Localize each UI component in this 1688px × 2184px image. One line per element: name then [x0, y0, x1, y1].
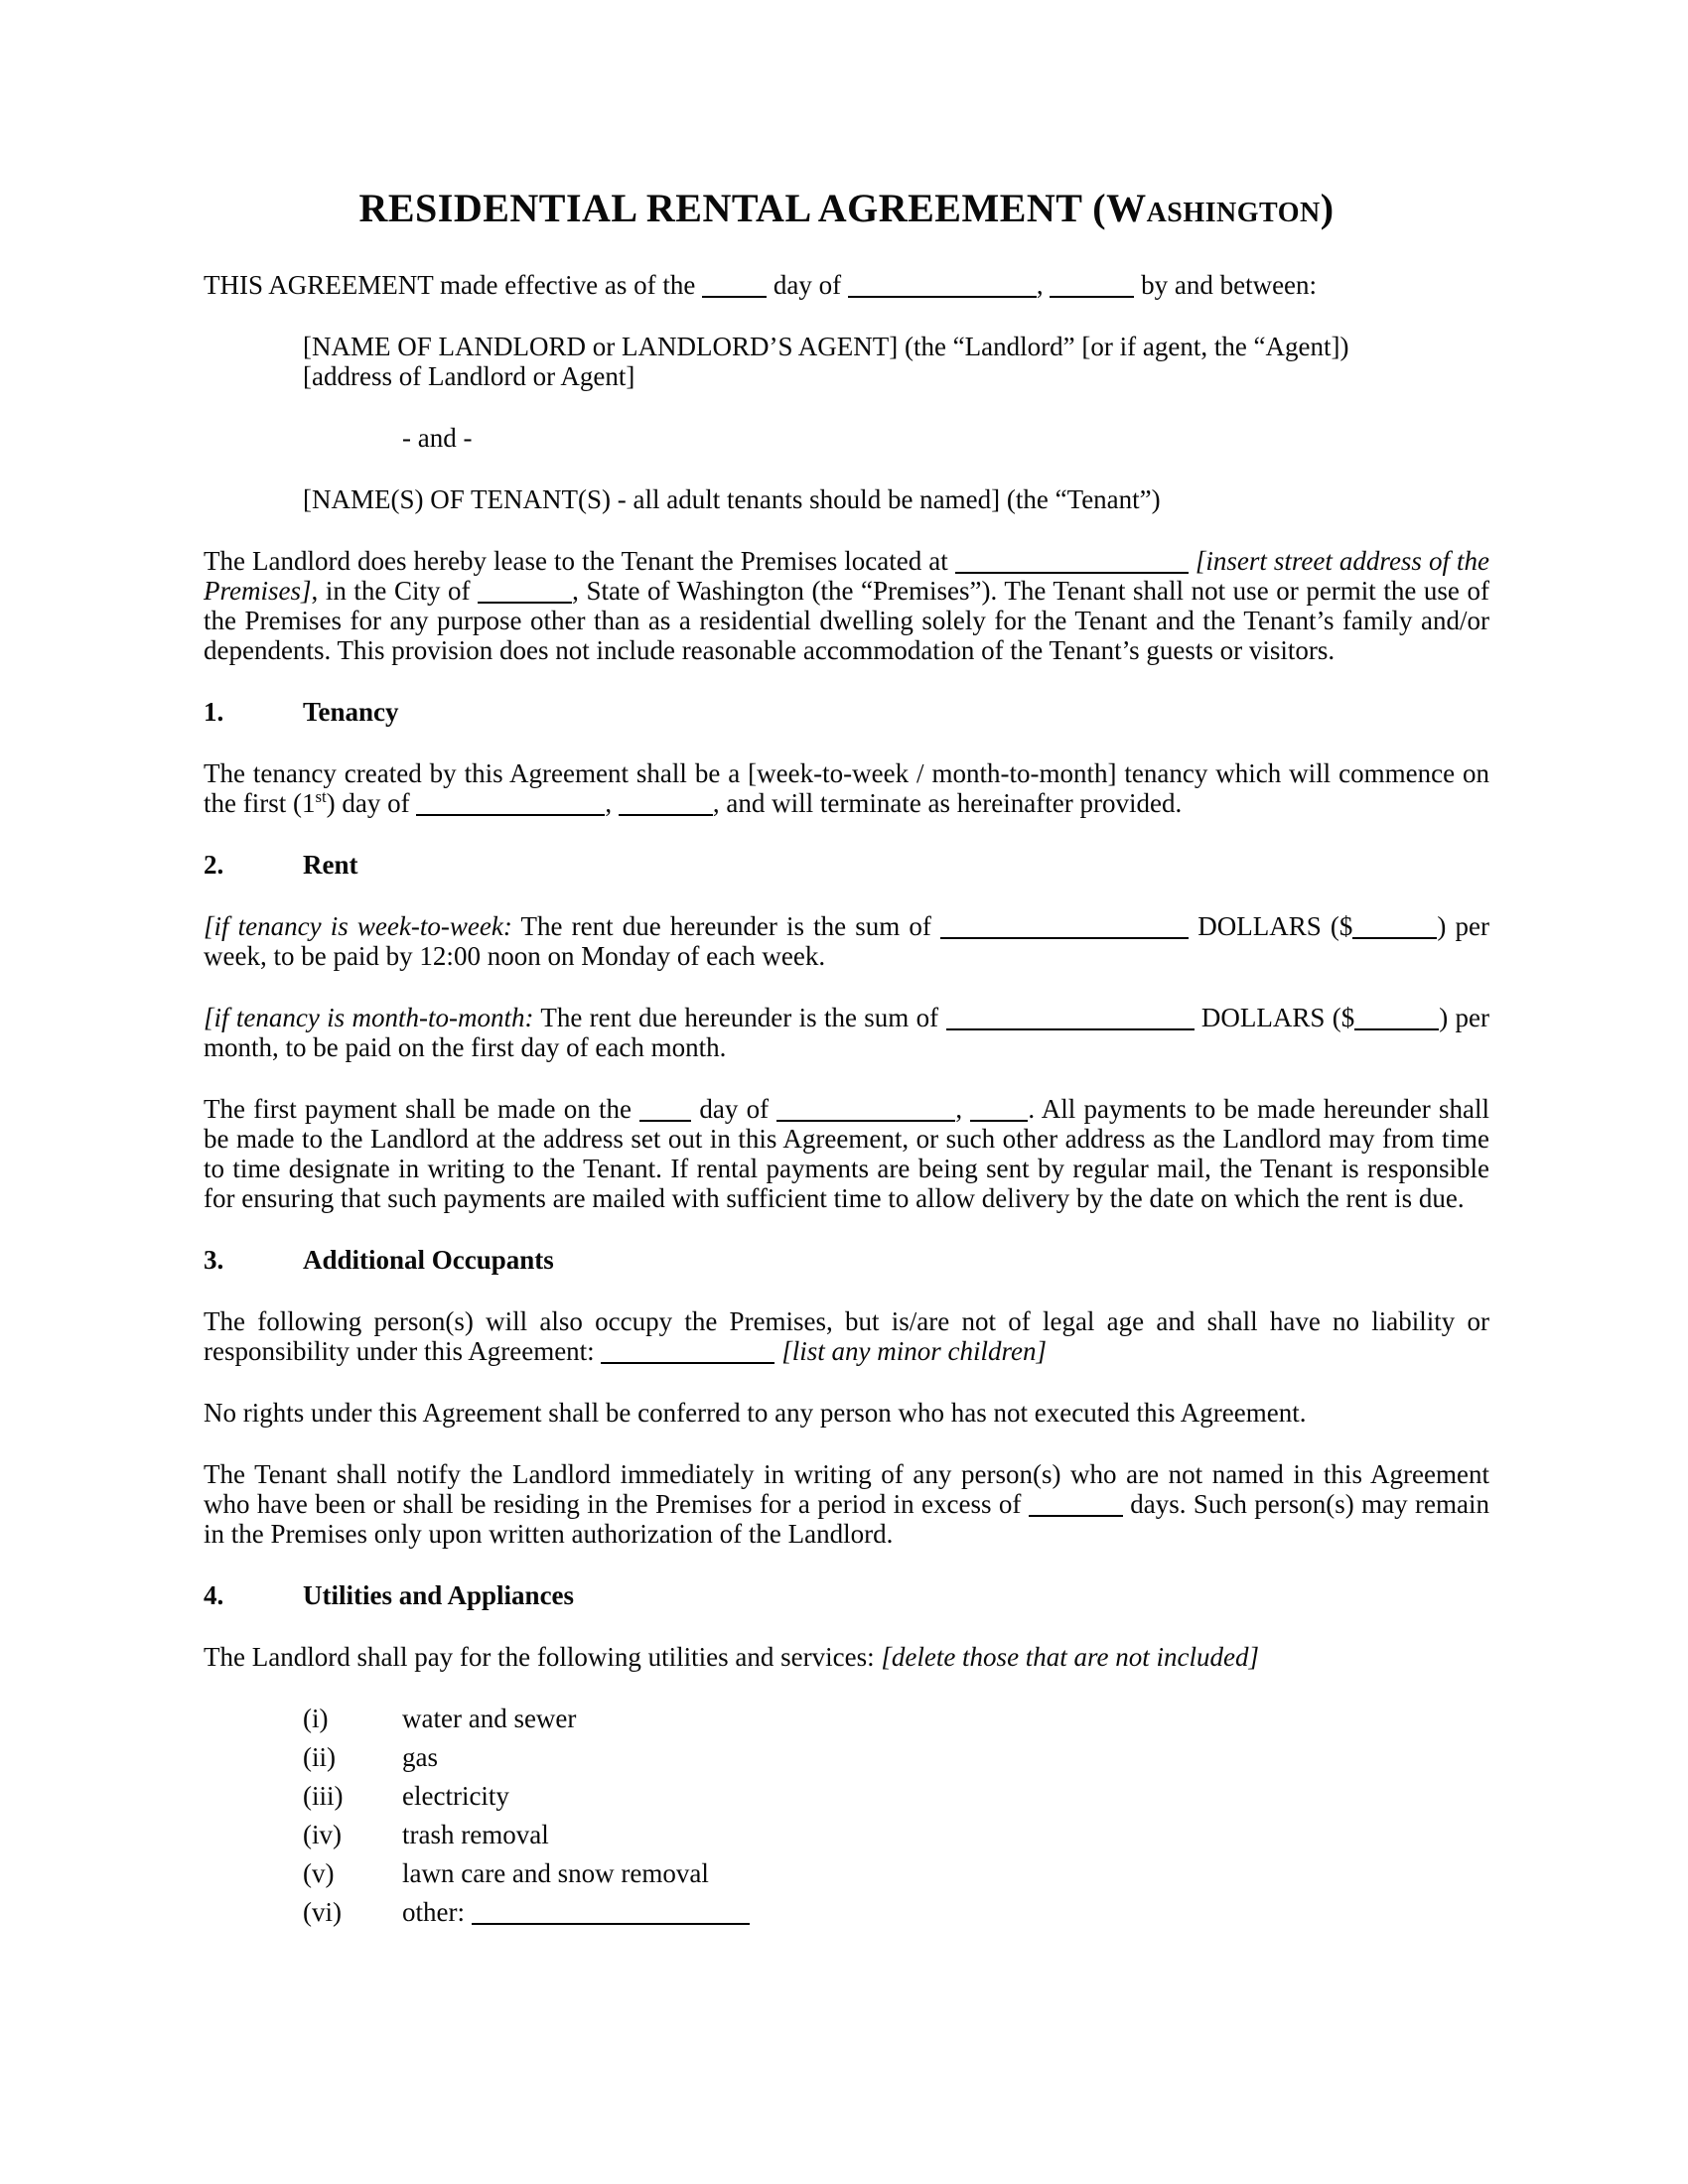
- rent-week-paragraph: [204, 911, 1489, 971]
- lease-paragraph: [204, 546, 1489, 665]
- list-item-numeral: (v): [303, 1858, 335, 1888]
- text-run: The first payment shall be made on the: [204, 1094, 640, 1124]
- text-run: No rights under this Agreement shall be conferred to any person who has not executed this Agreement.: [204, 1398, 1307, 1428]
- section-number: 1.: [204, 697, 224, 727]
- instruction-text: [insert street address of the Premises]: [204, 546, 1490, 606]
- section-number: 3.: [204, 1245, 224, 1275]
- list-item-lawn-care: [303, 1858, 1489, 1888]
- text-run: ) day of: [326, 788, 417, 818]
- fill-in-blank[interactable]: [702, 270, 767, 298]
- landlord-address-line: [address of Landlord or Agent]: [303, 361, 635, 391]
- fill-in-blank[interactable]: [1352, 911, 1437, 939]
- list-item-numeral: (vi): [303, 1897, 342, 1927]
- section-title: Additional Occupants: [303, 1245, 554, 1275]
- section-number: 2.: [204, 850, 224, 880]
- text-run: The Tenant shall notify the Landlord immediately in writing of any person(s) who are not named in this Agreement who have been or shall be residing in the Premises for a period in excess of: [204, 1459, 1489, 1519]
- fill-in-blank[interactable]: [639, 1094, 691, 1122]
- list-item-gas: [303, 1742, 1489, 1772]
- text-run: by and between:: [1134, 270, 1318, 300]
- text-run: The Landlord does hereby lease to the Tenant the Premises located at: [204, 546, 955, 576]
- text-run: ,: [1036, 270, 1051, 300]
- fill-in-blank[interactable]: [601, 1336, 774, 1364]
- list-item-numeral: (iv): [303, 1820, 342, 1849]
- intro-paragraph: [204, 270, 1489, 300]
- list-item-electricity: [303, 1781, 1489, 1811]
- landlord-name-line: [NAME OF LANDLORD or LANDLORD’S AGENT] (the “Landlord” [or if agent, the “Agent]): [303, 332, 1349, 361]
- text-run: , and will terminate as hereinafter provided.: [712, 788, 1183, 818]
- utilities-list: [303, 1704, 1489, 1927]
- rent-payment-paragraph: [204, 1094, 1489, 1213]
- instruction-text: [list any minor children]: [774, 1336, 1047, 1366]
- section-heading-additional-occupants: [204, 1245, 1489, 1275]
- tenant-line: [NAME(S) OF TENANT(S) - all adult tenants should be named] (the “Tenant”): [303, 484, 1161, 514]
- list-item-label: [402, 1704, 1489, 1733]
- occupants-paragraph-3: [204, 1459, 1489, 1549]
- text-run: . All payments to be made hereunder shall be made to the Landlord at the address set out in this Agreement, or such other address as the Landlord may from time to time designate in writing to the Tenant. If rental payments are being sent by regular mail, the Tenant is responsible for ensuring that such payments are mailed with sufficient time to allow delivery by the date on which the rent is due.: [204, 1094, 1490, 1213]
- list-item-label: [402, 1858, 1489, 1888]
- occupants-paragraph-1: [204, 1306, 1489, 1366]
- text-run: water and sewer: [402, 1704, 577, 1733]
- list-item-label: [402, 1897, 1489, 1927]
- section-heading-utilities: [204, 1580, 1489, 1610]
- list-item-numeral: (ii): [303, 1742, 336, 1772]
- list-item-label: [402, 1742, 1489, 1772]
- section-heading-rent: [204, 850, 1489, 880]
- list-item-numeral: (i): [303, 1704, 329, 1733]
- landlord-block: [303, 332, 1489, 391]
- list-item-other: [303, 1897, 1489, 1927]
- fill-in-blank[interactable]: [946, 1003, 1195, 1030]
- ordinal-superscript: st: [315, 787, 327, 806]
- text-run: ) per week, to be paid by 12:00 noon on Monday of each week.: [204, 911, 1490, 971]
- list-item-trash-removal: [303, 1820, 1489, 1849]
- instruction-text: [if tenancy is week-to-week:: [204, 911, 512, 941]
- instruction-text: [delete those that are not included]: [881, 1642, 1260, 1672]
- text-run: The rent due hereunder is the sum of: [533, 1003, 946, 1032]
- tenancy-paragraph: [204, 758, 1489, 818]
- title-text-end: ): [1320, 186, 1335, 230]
- fill-in-blank[interactable]: [776, 1094, 955, 1122]
- text-run: THIS AGREEMENT made effective as of the: [204, 270, 703, 300]
- list-item-label: [402, 1781, 1489, 1811]
- fill-in-blank[interactable]: [940, 911, 1189, 939]
- fill-in-blank[interactable]: [1354, 1003, 1439, 1030]
- instruction-text: [if tenancy is month-to-month:: [204, 1003, 534, 1032]
- text-run: other:: [402, 1897, 472, 1927]
- text-run: day of: [767, 270, 848, 300]
- section-title: Tenancy: [303, 697, 399, 727]
- rent-month-paragraph: [204, 1003, 1489, 1062]
- document-title: [204, 185, 1489, 232]
- section-number: 4.: [204, 1580, 224, 1610]
- text-run: gas: [402, 1742, 438, 1772]
- text-run: The Landlord shall pay for the following utilities and services:: [204, 1642, 882, 1672]
- text-run: lawn care and snow removal: [402, 1858, 709, 1888]
- text-run: The tenancy created by this Agreement shall be a [week-to-week / month-to-month] tenancy which will commence on the first (1: [204, 758, 1489, 818]
- text-run: electricity: [402, 1781, 509, 1811]
- text-run: The following person(s) will also occupy the Premises, but is/are not of legal age and shall have no liability or responsibility under this Agreement:: [204, 1306, 1489, 1366]
- text-run: ,: [955, 1094, 971, 1124]
- list-item-water-and-sewer: [303, 1704, 1489, 1733]
- text-run: ,: [605, 788, 619, 818]
- text-run: , State of Washington (the “Premises”). The Tenant shall not use or permit the use of the Premises for any purpose other than as a residential dwelling solely for the Tenant and the Tenant’s family and/or dependents. This provision does not include reasonable accommodation of the Tenant’s guests or visitors.: [204, 576, 1489, 665]
- title-text: RESIDENTIAL RENTAL AGREEMENT (: [358, 186, 1107, 230]
- list-item-label: [402, 1820, 1489, 1849]
- text-run: The rent due hereunder is the sum of: [511, 911, 941, 941]
- fill-in-blank[interactable]: [619, 788, 713, 816]
- section-title: Rent: [303, 850, 358, 880]
- text-run: trash removal: [402, 1820, 549, 1849]
- text-run: day of: [691, 1094, 777, 1124]
- text-run: DOLLARS ($: [1194, 1003, 1355, 1032]
- fill-in-blank[interactable]: [416, 788, 605, 816]
- text-run: DOLLARS ($: [1189, 911, 1353, 941]
- utilities-intro-paragraph: [204, 1642, 1489, 1672]
- fill-in-blank[interactable]: [970, 1094, 1028, 1122]
- fill-in-blank[interactable]: [848, 270, 1037, 298]
- text-run: ) per month, to be paid on the first day of each month.: [204, 1003, 1490, 1062]
- fill-in-blank[interactable]: [955, 546, 1189, 574]
- text-run: days. Such person(s) may remain in the Premises only upon written authorization of the Landlord.: [204, 1489, 1489, 1549]
- section-heading-tenancy: [204, 697, 1489, 727]
- title-smallcaps-text: Washington: [1106, 186, 1321, 230]
- fill-in-blank[interactable]: [472, 1897, 750, 1925]
- and-separator: - and -: [402, 423, 473, 453]
- text-run: , in the City of: [311, 576, 479, 606]
- fill-in-blank[interactable]: [1050, 270, 1134, 298]
- fill-in-blank[interactable]: [478, 576, 572, 604]
- list-item-numeral: (iii): [303, 1781, 344, 1811]
- section-title: Utilities and Appliances: [303, 1580, 575, 1610]
- occupants-paragraph-2: [204, 1398, 1489, 1428]
- fill-in-blank[interactable]: [1029, 1489, 1123, 1517]
